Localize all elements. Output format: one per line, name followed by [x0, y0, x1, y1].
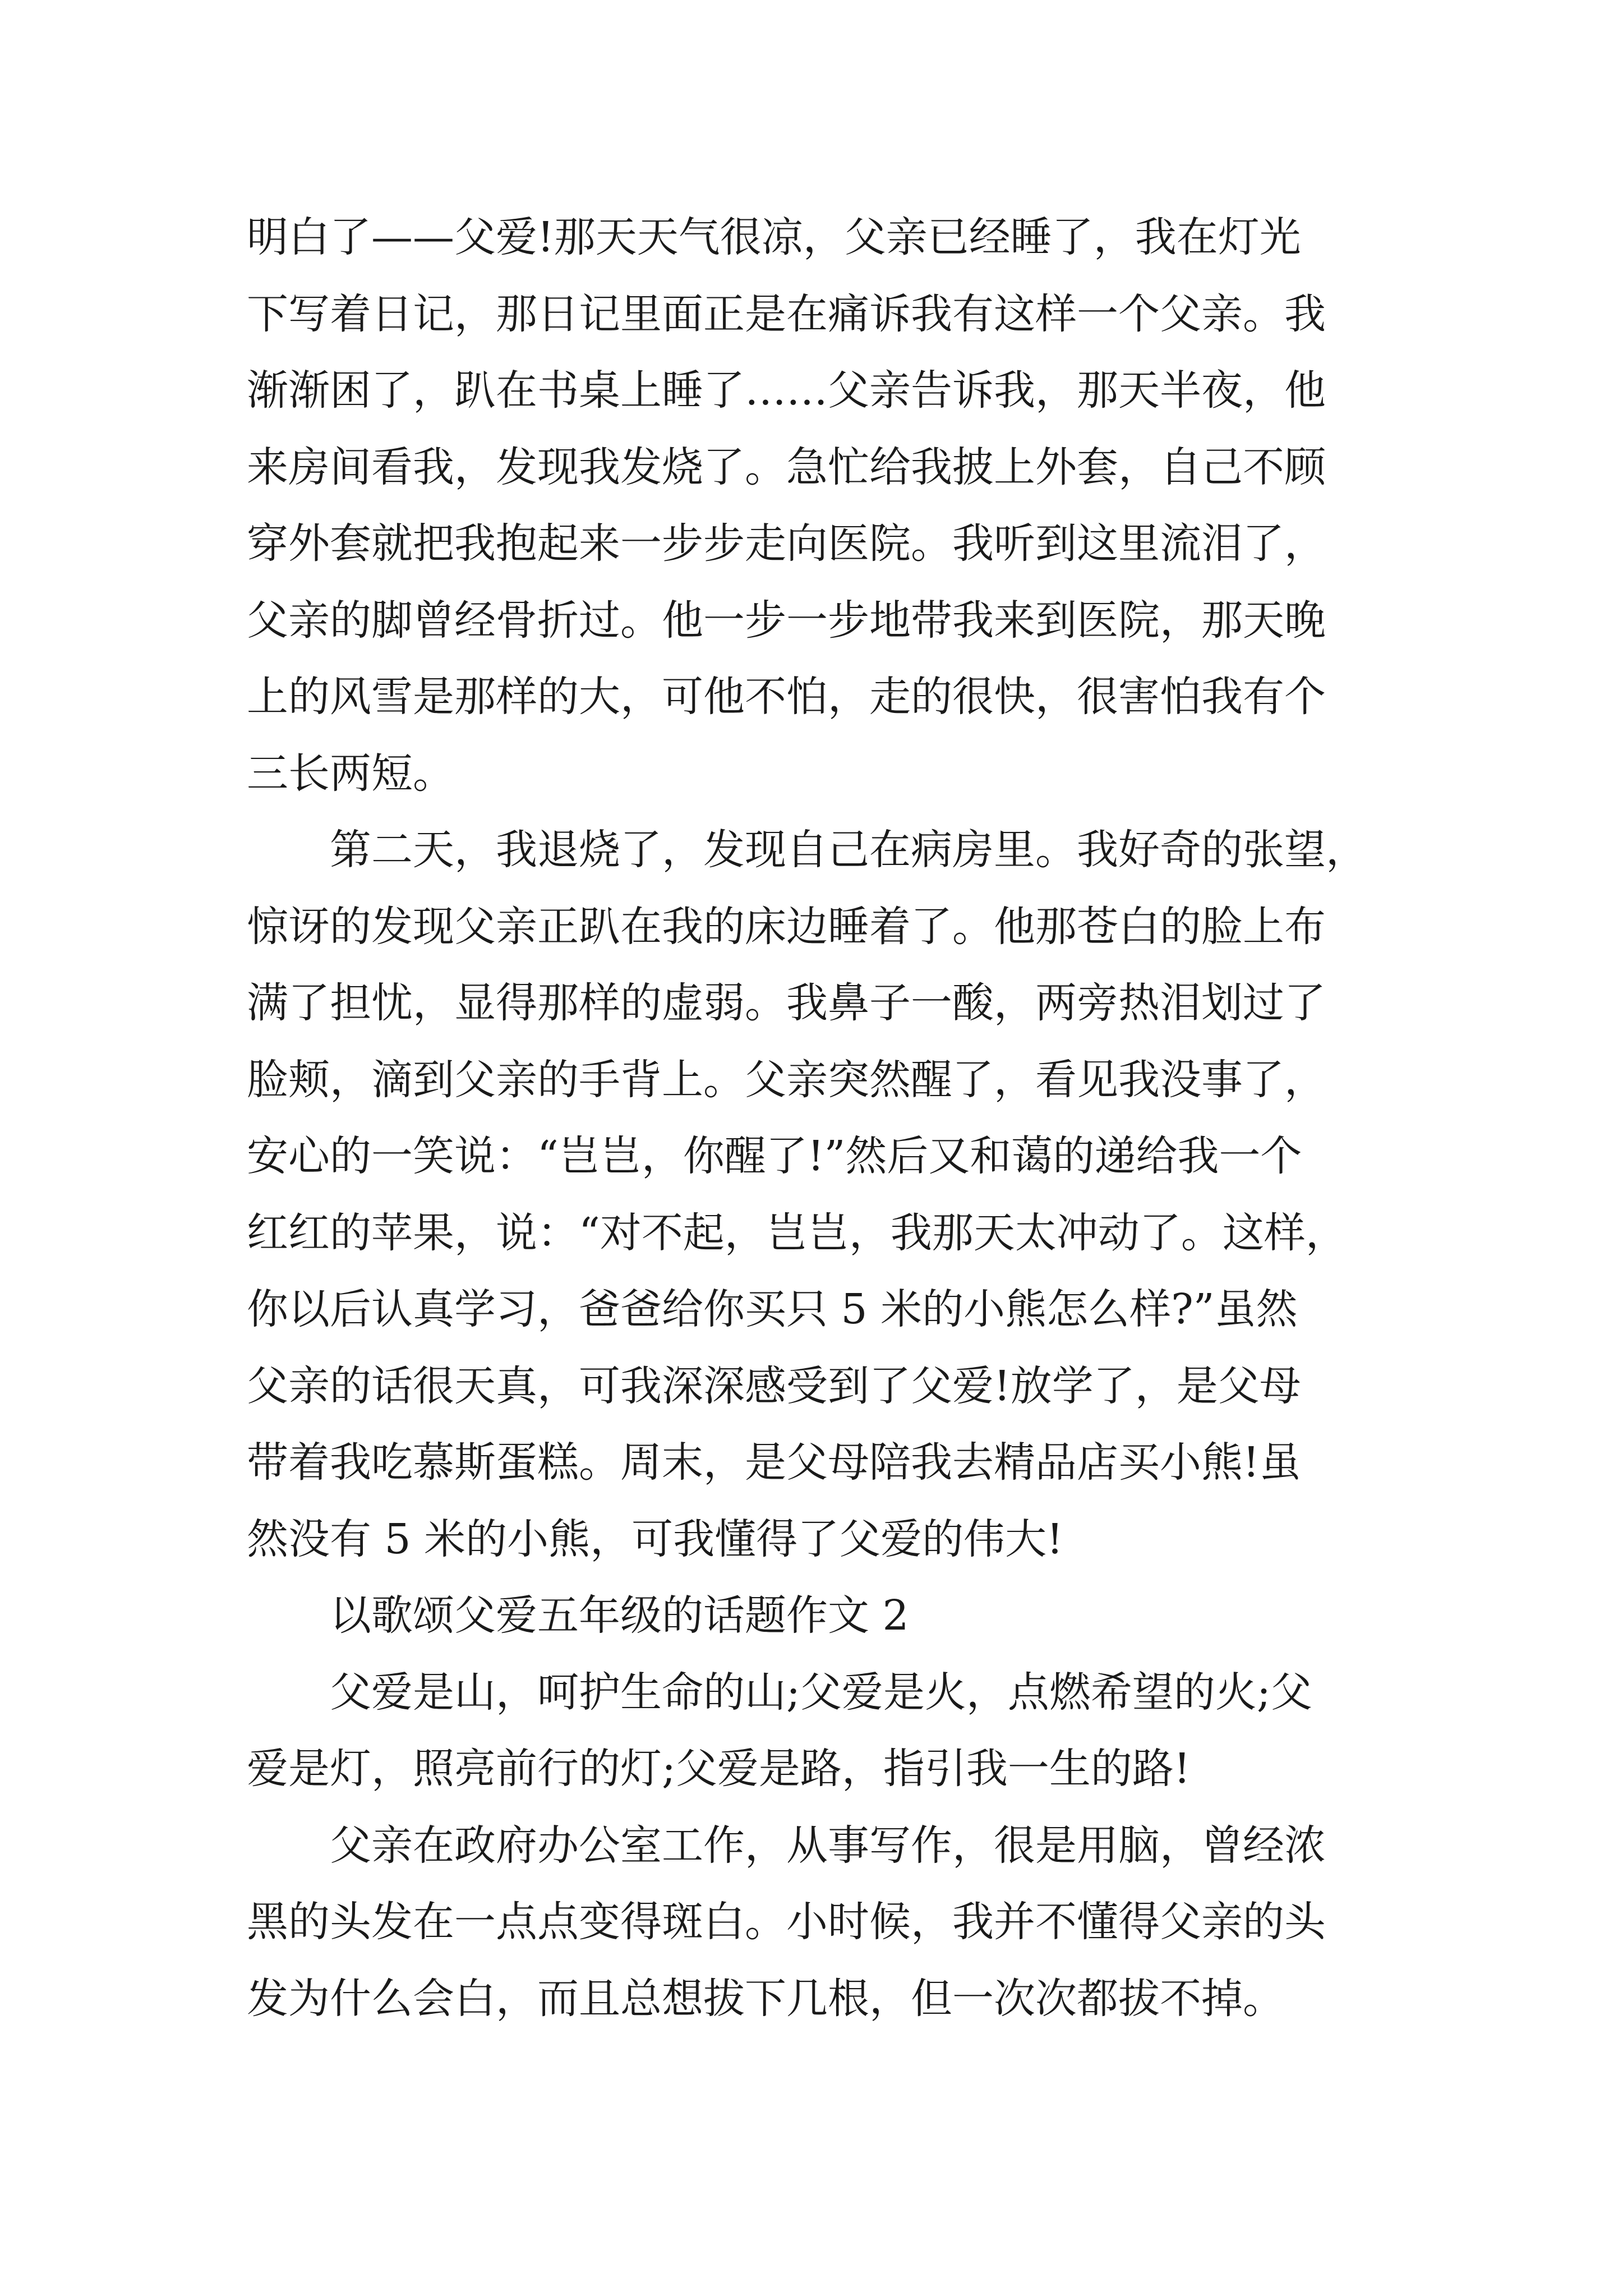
text-line: 渐渐困了，趴在书桌上睡了……父亲告诉我，那天半夜，他	[247, 366, 1326, 415]
body-text	[247, 199, 1396, 2037]
text-line: 父亲的脚曾经骨折过。他一步一步地带我来到医院，那天晚	[247, 596, 1326, 645]
text-line: 上的风雪是那样的大，可他不怕，走的很快，很害怕我有个	[247, 673, 1326, 721]
text-line: 三长两短。	[247, 749, 454, 798]
text-line: 穿外套就把我抱起来一步步走向医院。我听到这里流泪了，	[247, 519, 1326, 568]
text-line: 父亲的话很天真，可我深深感受到了父爱!放学了，是父母	[247, 1361, 1301, 1410]
text-line: 红红的苹果，说：“对不起，岂岂，我那天太冲动了。这样，	[247, 1208, 1347, 1257]
text-line: 脸颊，滴到父亲的手背上。父亲突然醒了，看见我没事了，	[247, 1055, 1326, 1104]
text-line: 明白了——父爱!那天天气很凉，父亲已经睡了，我在灯光	[247, 213, 1301, 261]
text-line: 你以后认真学习，爸爸给你买只 5 米的小熊怎么样?”虽然	[247, 1285, 1298, 1333]
text-line: 下写着日记，那日记里面正是在痛诉我有这样一个父亲。我	[247, 289, 1326, 338]
paragraph-start-line: 父爱是山，呵护生命的山;父爱是火，点燃希望的火;父	[330, 1668, 1312, 1717]
text-line: 爱是灯，照亮前行的灯;父爱是路，指引我一生的路!	[247, 1745, 1191, 1793]
text-line: 来房间看我，发现我发烧了。急忙给我披上外套，自己不顾	[247, 443, 1326, 491]
paragraph-start-line: 父亲在政府办公室工作，从事写作，很是用脑，曾经浓	[330, 1821, 1326, 1870]
section-heading: 以歌颂父爱五年级的话题作文 2	[330, 1591, 909, 1640]
text-line: 带着我吃慕斯蛋糕。周末，是父母陪我去精品店买小熊!虽	[247, 1438, 1301, 1487]
text-line: 满了担忧，显得那样的虚弱。我鼻子一酸，两旁热泪划过了	[247, 979, 1326, 1027]
text-line: 惊讶的发现父亲正趴在我的床边睡着了。他那苍白的脸上布	[247, 902, 1326, 951]
paragraph-start-line: 第二天，我退烧了，发现自己在病房里。我好奇的张望，	[330, 826, 1367, 874]
text-line: 然没有 5 米的小熊，可我懂得了父爱的伟大!	[247, 1515, 1063, 1563]
text-line: 发为什么会白，而且总想拔下几根，但一次次都拔不掉。	[247, 1974, 1284, 2023]
text-line: 安心的一笑说：“岂岂，你醒了!”然后又和蔼的递给我一个	[247, 1132, 1302, 1180]
text-line: 黑的头发在一点点变得斑白。小时候，我并不懂得父亲的头	[247, 1898, 1326, 1946]
